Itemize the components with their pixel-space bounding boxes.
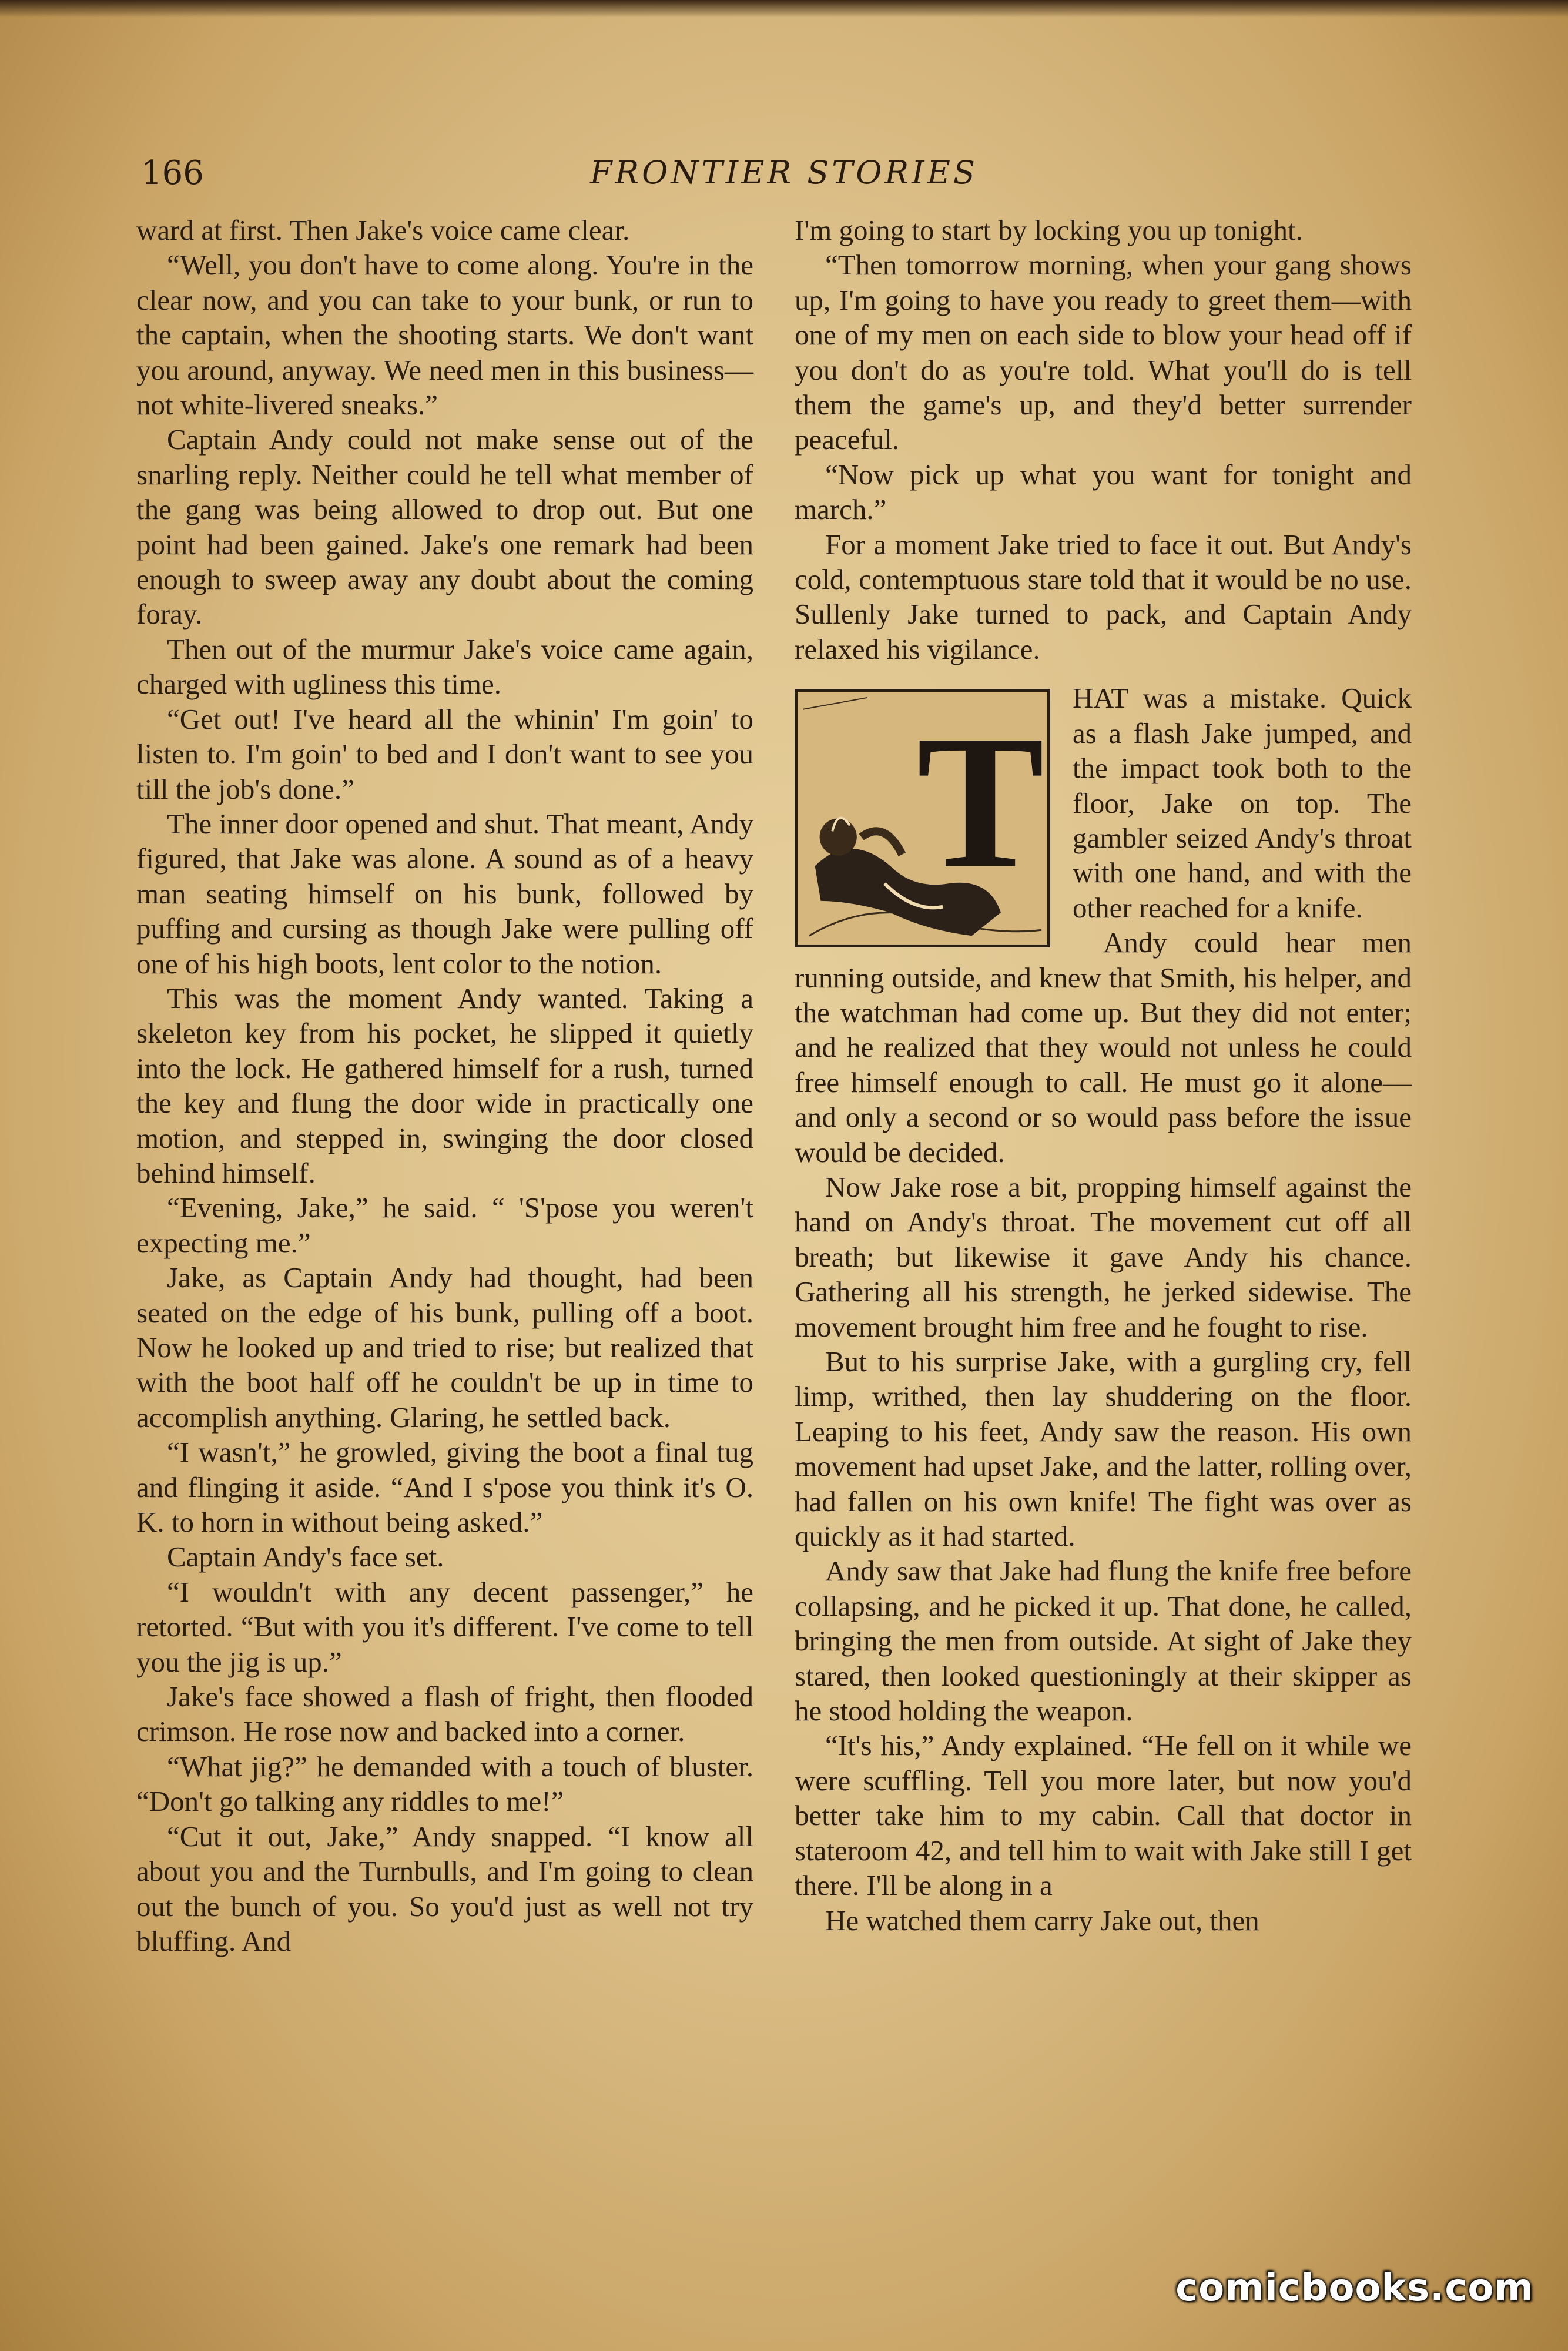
right-column-bottom [795,925,1412,1938]
paragraph: Then out of the murmur Jake's voice came again, charged with ugliness this time. [136,632,753,701]
paragraph: This was the moment Andy wanted. Taking a skeleton key from his pocket, he slipped it quietly into the lock. He gathered himself for a rush, turned the key and flung the door wide in practically one motion, and stepped in, swinging the door closed behind himself. [136,982,753,1189]
paragraph: “Well, you don't have to come along. You're in the clear now, and you can take to your bunk, or run to the captain, when the shooting starts. We don't want you around, anyway. We need men in this business—not white-livered sneaks.” [136,249,753,421]
paragraph: I'm going to start by locking you up tonight. [795,214,1303,246]
running-head: FRONTIER STORIES [590,154,978,191]
right-column-top [795,213,1412,667]
paragraph: But to his surprise Jake, with a gurgling cry, fell limp, writhed, then lay shuddering on the floor. Leaping to his feet, Andy saw the reason. His own movement had upset Jake, and the latter, rolling over, had fallen on his own knife! The fight was over as quickly as it had started. [795,1345,1412,1553]
page-top-edge [0,0,1568,18]
paragraph: “I wasn't,” he growled, giving the boot a final tug and flinging it aside. “And I s'pose you think it's O. K. to horn in without being asked.” [136,1436,753,1539]
drop-cap-paragraph [795,681,1412,925]
page-number: 166 [141,154,204,192]
paragraph: ward at first. Then Jake's voice came clear. [136,214,630,246]
paragraph: “Evening, Jake,” he said. “ 'S'pose you weren't expecting me.” [136,1191,753,1259]
drop-cap-image [798,692,1047,945]
paragraph: “It's his,” Andy explained. “He fell on it while we were scuffling. Tell you more later, but now you'd better take him to my cabin. Call that doctor in stateroom 42, and tell him to wait with Jake still I get there. I'll be along in a [795,1729,1412,1902]
drop-cap-text: HAT was a mistake. Quick as a flash Jake jumped, and the impact took both to the floor, Jake on top. The gambler seized Andy's throat with one hand, and with the other reached for a knife. [1073,682,1412,924]
paragraph: Captain Andy could not make sense out of the snarling reply. Neither could he tell what member of the gang was being allowed to drop out. But one point had been gained. Jake's one remark had been enough to sweep away any doubt about the coming foray. [136,423,753,631]
paragraph: “What jig?” he demanded with a touch of bluster. “Don't go talking any riddles to me!” [136,1750,753,1818]
page-header [141,154,1427,201]
paragraph: Andy saw that Jake had flung the knife free before collapsing, and he picked it up. That done, he called, bringing the men from outside. At sight of Jake they stared, then looked questioningly at their skipper as he stood holding the weapon. [795,1555,1412,1727]
paragraph: Andy could hear men running outside, and knew that Smith, his helper, and the watchman had come up. But they did not enter; and he realized that they would not unless he could free himself enough to call. He must go it alone—and only a second or so would pass before the issue would be decided. [795,926,1412,1168]
paragraph: Captain Andy's face set. [167,1540,444,1573]
paragraph: Now Jake rose a bit, propping himself against the hand on Andy's throat. The movement cut off all breath; but likewise it gave Andy his chance. Gathering all his strength, he jerked sidewise. The movement brought him free and he fought to rise. [795,1170,1412,1343]
paragraph: The inner door opened and shut. That meant, Andy figured, that Jake was alone. A sound as of a heavy man seating himself on his bunk, followed by puffing and cursing as though Jake were pulling off one of his high boots, lent color to the notion. [136,807,753,980]
drop-cap-letter: T [916,695,1045,908]
left-column [136,213,753,1958]
paragraph: Jake's face showed a flash of fright, then flooded crimson. He rose now and backed into a corner. [136,1680,753,1748]
paragraph: He watched them carry Jake out, then [825,1904,1259,1937]
paragraph: Jake, as Captain Andy had thought, had been seated on the edge of his bunk, pulling off a boot. Now he looked up and tried to rise; but realized that with the boot half off he couldn't be up in time to accomplish anything. Glaring, he settled back. [136,1261,753,1434]
paragraph: “Cut it out, Jake,” Andy snapped. “I know all about you and the Turnbulls, and I'm going to clean out the bunch of you. So you'd just as well not try bluffing. And [136,1820,753,1957]
paragraph: “Get out! I've heard all the whinin' I'm goin' to listen to. I'm goin' to bed and I don't want to see you till the job's done.” [136,702,753,805]
paragraph: For a moment Jake tried to face it out. But Andy's cold, contemptuous stare told that it would be no use. Sullenly Jake turned to pack, and Captain Andy relaxed his vigilance. [795,528,1412,665]
paragraph: “Now pick up what you want for tonight and march.” [795,458,1412,526]
right-column [795,213,1412,1938]
paragraph: “I wouldn't with any decent passenger,” he retorted. “But with you it's different. I've come to tell you the jig is up.” [136,1575,753,1678]
paragraph: “Then tomorrow morning, when your gang shows up, I'm going to have you ready to greet them—with one of my men on each side to blow your head off if you don't do as you're told. What you'll do is tell them the game's up, and they'd better surrender peaceful. [795,249,1412,456]
watermark: comicbooks.com [1175,2266,1534,2310]
drop-cap-illustration [795,689,1050,947]
